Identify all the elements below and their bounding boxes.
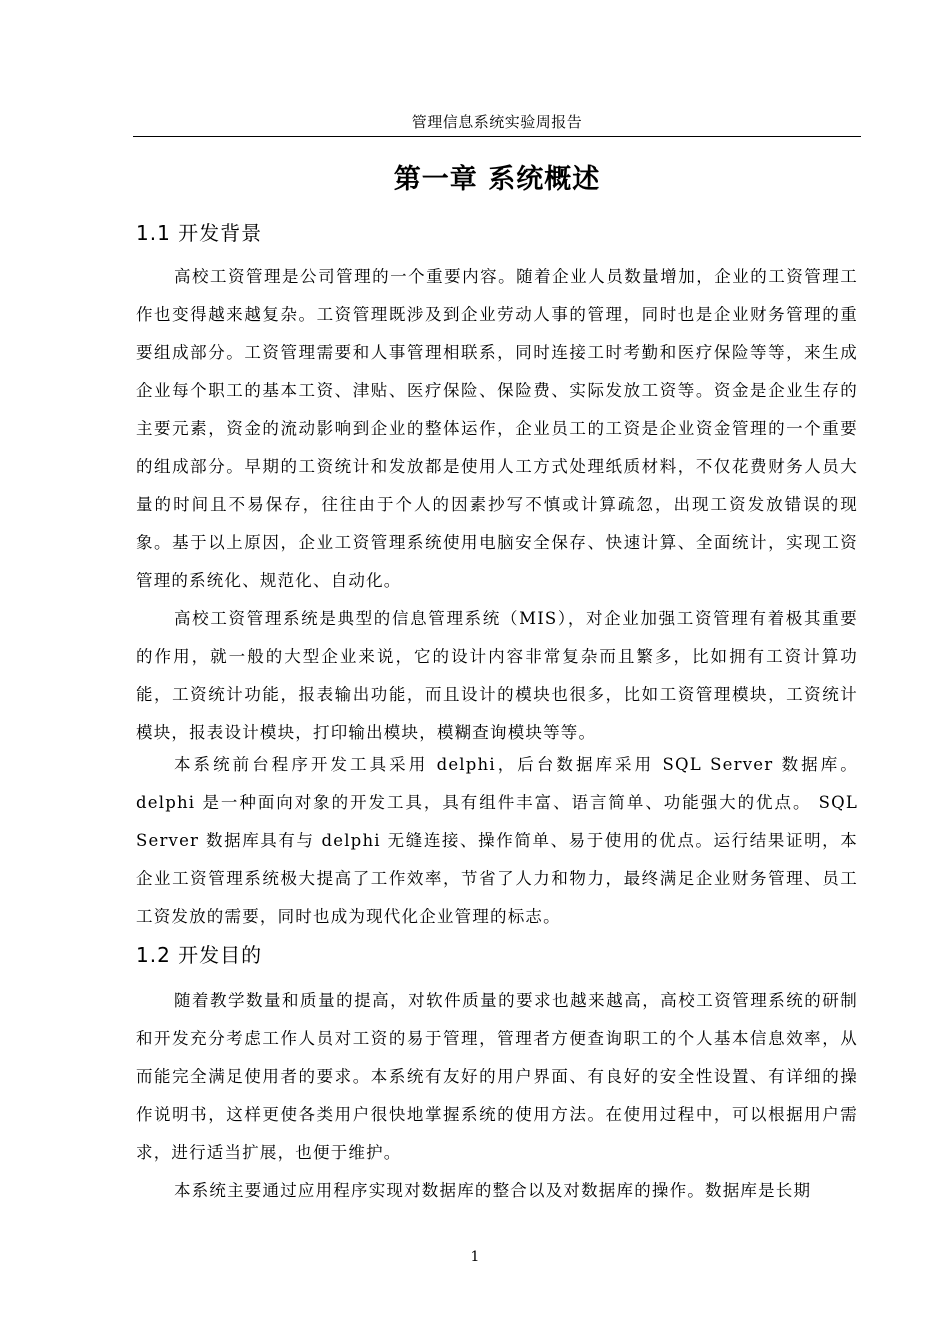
section-heading-purpose: 1.2 开发目的 (136, 943, 263, 967)
section-heading-background: 1.1 开发背景 (136, 221, 263, 245)
paragraph-purpose-2: 本系统主要通过应用程序实现对数据库的整合以及对数据库的操作。数据库是长期 (174, 1181, 812, 1200)
paragraph-purpose-1: 随着教学数量和质量的提高，对软件质量的要求也越来越高，高校工资管理系统的研制和开发充分考虑工作人员对工资的易于管理，管理者方便查询职工的个人基本信息效率，从而能完全满足使用者的要求。本系统有友好的用户界面、有良好的安全性设置、有详细的操作说明书，这样更使各类用户很快地掌握系统的使用方法。在使用过程中，可以根据用户需求，进行适当扩展，也便于维护。 (136, 991, 858, 1162)
paragraph-background-2: 高校工资管理系统是典型的信息管理系统（MIS），对企业加强工资管理有着极其重要的作用，就一般的大型企业来说，它的设计内容非常复杂而且繁多，比如拥有工资计算功能，工资统计功能，报表输出功能，而且设计的模块也很多，比如工资管理模块，工资统计模块，报表设计模块，打印输出模块，模糊查询模块等等。 (136, 609, 858, 742)
running-header: 管理信息系统实验周报告 (411, 113, 583, 131)
header-rule (133, 136, 861, 137)
paragraph-background-1: 高校工资管理是公司管理的一个重要内容。随着企业人员数量增加，企业的工资管理工作也变得越来越复杂。工资管理既涉及到企业劳动人事的管理，同时也是企业财务管理的重要组成部分。工资管理需要和人事管理相联系，同时连接工时考勤和医疗保险等等，来生成企业每个职工的基本工资、津贴、医疗保险、保险费、实际发放工资等。资金是企业生存的主要元素，资金的流动影响到企业的整体运作，企业员工的工资是企业资金管理的一个重要的组成部分。早期的工资统计和发放都是使用人工方式处理纸质材料，不仅花费财务人员大量的时间且不易保存，往往由于个人的因素抄写不慎或计算疏忽，出现工资发放错误的现象。基于以上原因，企业工资管理系统使用电脑安全保存、快速计算、全面统计，实现工资管理的系统化、规范化、自动化。 (136, 267, 858, 590)
paragraph-background-3: 本系统前台程序开发工具采用 delphi，后台数据库采用 SQL Server 数据库。delphi 是一种面向对象的开发工具，具有组件丰富、语言简单、功能强大的优点。 SQL Server 数据库具有与 delphi 无缝连接、操作简单、易于使用的优点。运行结果证明，本企业工资管理系统极大提高了工作效率，节省了人力和物力，最终满足企业财务管理、员工工资发放的需要，同时也成为现代化企业管理的标志。 (136, 755, 858, 926)
chapter-title: 第一章 系统概述 (393, 164, 601, 195)
page-number: 1 (470, 1249, 480, 1265)
